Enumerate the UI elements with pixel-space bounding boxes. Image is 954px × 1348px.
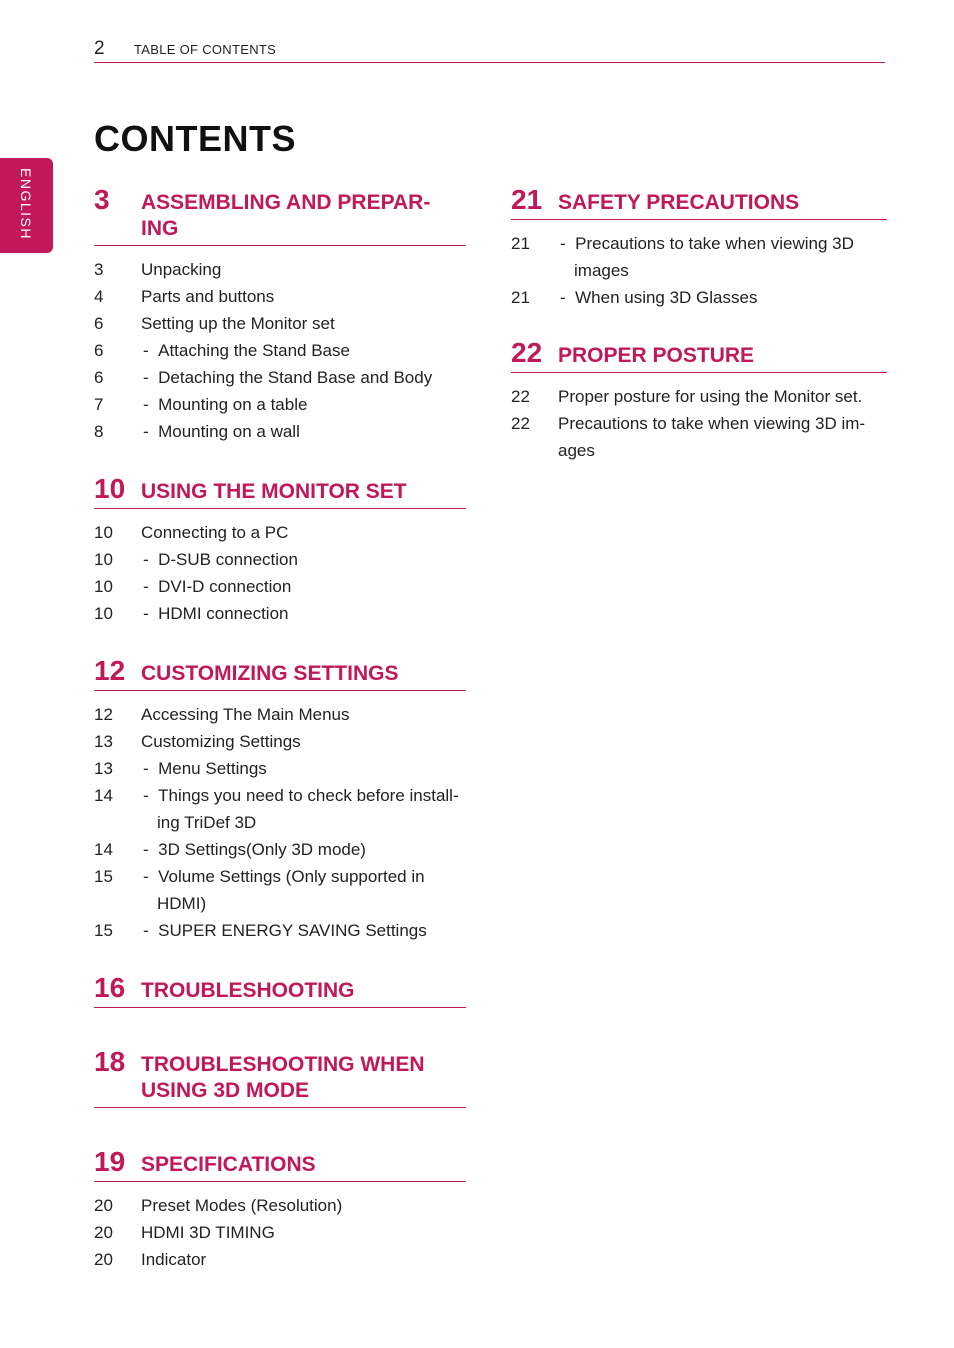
- entry-page-number: 15: [94, 867, 113, 886]
- language-label: ENGLISH: [18, 168, 34, 240]
- section-page-number: 10: [94, 473, 126, 504]
- section-page-number: 21: [511, 184, 543, 215]
- entry-page-number: 12: [94, 705, 113, 724]
- entry-title: Indicator: [141, 1250, 207, 1269]
- section-heading[interactable]: [94, 655, 466, 691]
- entry-title: Proper posture for using the Monitor set.: [558, 387, 863, 406]
- section-title: TROUBLESHOOTING: [141, 979, 355, 1002]
- entry-page-number: 20: [94, 1250, 113, 1269]
- entry-page-number: 7: [94, 395, 104, 414]
- section-page-number: 22: [511, 337, 543, 368]
- toc-entry[interactable]: [94, 391, 466, 418]
- entry-title: - SUPER ENERGY SAVING Settings: [141, 917, 466, 944]
- toc-left-column: [94, 184, 466, 1273]
- running-head: TABLE OF CONTENTS: [134, 42, 277, 57]
- toc-entry[interactable]: [94, 755, 466, 782]
- section-title: SAFETY PRECAUTIONS: [558, 191, 800, 214]
- entry-title: - Menu Settings: [141, 755, 466, 782]
- entry-title: - Detaching the Stand Base and Body: [141, 364, 466, 391]
- entry-title: - Precautions to take when viewing 3D images: [558, 230, 887, 284]
- entry-title: Preset Modes (Resolution): [141, 1196, 343, 1215]
- toc-entry[interactable]: [94, 283, 466, 310]
- page-header: [94, 38, 885, 63]
- toc-entry[interactable]: [511, 284, 887, 311]
- section-heading[interactable]: [94, 1046, 466, 1108]
- toc-entry[interactable]: [94, 836, 466, 863]
- entry-page-number: 6: [94, 314, 104, 333]
- entry-title: Unpacking: [141, 260, 222, 279]
- toc-entry[interactable]: [94, 782, 466, 836]
- section-title: USING THE MONITOR SET: [141, 480, 407, 503]
- entry-page-number: 10: [94, 577, 113, 596]
- section-title: USING 3D MODE: [141, 1079, 310, 1102]
- section-title: ING: [141, 217, 179, 240]
- entry-page-number: 13: [94, 732, 113, 751]
- section-title: PROPER POSTURE: [558, 344, 755, 367]
- entry-title: Precautions to take when viewing 3D im-ages: [558, 414, 866, 460]
- entry-page-number: 6: [94, 368, 104, 387]
- entry-list: [94, 246, 466, 445]
- section-title: SPECIFICATIONS: [141, 1153, 316, 1176]
- entry-page-number: 22: [511, 414, 530, 433]
- entry-title: Customizing Settings: [141, 732, 301, 751]
- entry-title: Parts and buttons: [141, 287, 275, 306]
- entry-title: - D-SUB connection: [141, 546, 466, 573]
- entry-page-number: 21: [511, 288, 530, 307]
- entry-title: HDMI 3D TIMING: [141, 1223, 275, 1242]
- toc-section: [511, 184, 887, 311]
- section-heading[interactable]: [94, 972, 466, 1008]
- toc-section: [94, 1046, 466, 1108]
- section-heading[interactable]: [94, 184, 466, 246]
- toc-entry[interactable]: [94, 701, 466, 728]
- entry-title: Connecting to a PC: [141, 523, 289, 542]
- section-title: CUSTOMIZING SETTINGS: [141, 662, 399, 685]
- entry-list: [94, 509, 466, 627]
- toc-entry[interactable]: [511, 230, 887, 284]
- entry-title: - Things you need to check before install-ing TriDef 3D: [141, 782, 466, 836]
- entry-list: [94, 1182, 466, 1273]
- entry-list: [94, 691, 466, 944]
- toc-entry[interactable]: [94, 337, 466, 364]
- toc-entry[interactable]: [511, 383, 887, 410]
- toc-entry[interactable]: [94, 917, 466, 944]
- entry-page-number: 15: [94, 921, 113, 940]
- entry-title: - Attaching the Stand Base: [141, 337, 466, 364]
- toc-entry[interactable]: [94, 1246, 466, 1273]
- toc-section: [94, 473, 466, 627]
- entry-page-number: 20: [94, 1223, 113, 1242]
- toc-entry[interactable]: [94, 1219, 466, 1246]
- section-heading[interactable]: [94, 1146, 466, 1182]
- entry-page-number: 10: [94, 550, 113, 569]
- page-title: CONTENTS: [94, 118, 296, 159]
- section-title: TROUBLESHOOTING WHEN: [141, 1053, 425, 1076]
- page-number: 2: [94, 38, 105, 59]
- entry-title: - When using 3D Glasses: [558, 284, 887, 311]
- toc-section: [511, 337, 887, 464]
- toc-section: [94, 1146, 466, 1273]
- entry-page-number: 21: [511, 234, 530, 253]
- section-page-number: 3: [94, 184, 110, 215]
- entry-title: - DVI-D connection: [141, 573, 466, 600]
- entry-title: Setting up the Monitor set: [141, 314, 335, 333]
- toc-entry[interactable]: [94, 1192, 466, 1219]
- entry-page-number: 13: [94, 759, 113, 778]
- entry-page-number: 3: [94, 260, 104, 279]
- section-title: ASSEMBLING AND PREPAR-: [141, 191, 431, 214]
- entry-list: [511, 220, 887, 311]
- section-heading[interactable]: [94, 473, 466, 509]
- entry-page-number: 14: [94, 840, 113, 859]
- entry-page-number: 4: [94, 287, 104, 306]
- toc-entry[interactable]: [94, 310, 466, 337]
- toc-entry[interactable]: [94, 418, 466, 445]
- entry-page-number: 22: [511, 387, 530, 406]
- entry-title: Accessing The Main Menus: [141, 705, 350, 724]
- entry-title: - HDMI connection: [141, 600, 466, 627]
- toc-entry[interactable]: [94, 546, 466, 573]
- entry-list: [511, 373, 887, 464]
- section-page-number: 19: [94, 1146, 126, 1177]
- section-heading[interactable]: [511, 337, 887, 373]
- toc-entry[interactable]: [511, 410, 887, 464]
- toc-entry[interactable]: [94, 256, 466, 283]
- section-page-number: 12: [94, 655, 126, 686]
- section-page-number: 18: [94, 1046, 126, 1077]
- entry-title: - Mounting on a wall: [141, 418, 466, 445]
- section-heading[interactable]: [511, 184, 887, 220]
- entry-page-number: 6: [94, 341, 104, 360]
- toc-right-column: [511, 184, 887, 464]
- language-tab: [0, 158, 53, 253]
- toc-section: [94, 972, 466, 1008]
- entry-page-number: 10: [94, 523, 113, 542]
- toc-entry[interactable]: [94, 573, 466, 600]
- toc-entry[interactable]: [94, 863, 466, 917]
- entry-page-number: 14: [94, 786, 113, 805]
- toc-section: [94, 655, 466, 944]
- toc-entry[interactable]: [94, 364, 466, 391]
- entry-page-number: 10: [94, 604, 113, 623]
- toc-entry[interactable]: [94, 600, 466, 627]
- toc-entry[interactable]: [94, 519, 466, 546]
- entry-title: - Volume Settings (Only supported in HDMI): [141, 863, 466, 917]
- entry-title: - Mounting on a table: [141, 391, 466, 418]
- entry-title: - 3D Settings(Only 3D mode): [141, 836, 466, 863]
- section-page-number: 16: [94, 972, 126, 1003]
- entry-page-number: 20: [94, 1196, 113, 1215]
- toc-section: [94, 184, 466, 445]
- toc-entry[interactable]: [94, 728, 466, 755]
- entry-page-number: 8: [94, 422, 104, 441]
